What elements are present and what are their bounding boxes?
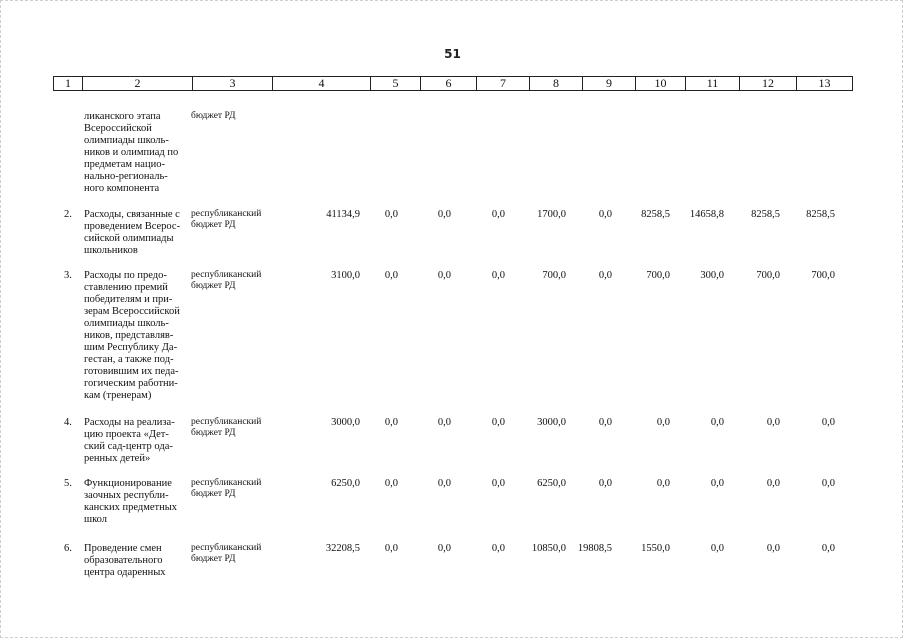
value-cell-col-11: 0,0 — [710, 543, 724, 554]
value-cell-col-7: 0,0 — [491, 543, 505, 554]
value-cell-col-5: 0,0 — [384, 543, 398, 554]
value-cell-col-6: 0,0 — [437, 417, 451, 428]
funding-source-line: бюджет РД — [191, 489, 236, 499]
activity-name-line: гестан, а также под- — [84, 354, 174, 365]
row-number: 3. — [64, 270, 72, 281]
row-funding-source — [191, 209, 271, 231]
activity-name-line: предметам нацио- — [84, 159, 165, 170]
column-header-table — [53, 76, 853, 91]
activity-name-line: Расходы, связанные с — [84, 209, 180, 220]
value-cell-col-9: 0,0 — [598, 270, 612, 281]
activity-name-line: цию проекта «Дет- — [84, 429, 169, 440]
activity-name-line: Всероссийской — [84, 123, 152, 134]
value-cell-col-8: 3000,0 — [537, 417, 566, 428]
activity-name-line: Функционирование — [84, 478, 172, 489]
activity-name-line: Расходы по предо- — [84, 270, 167, 281]
column-header-13: 13 — [797, 77, 853, 91]
row-activity-name — [84, 111, 188, 195]
value-cell-col-9: 0,0 — [598, 478, 612, 489]
page-number: 51 — [444, 47, 461, 61]
row-funding-source — [191, 478, 271, 500]
column-header-5: 5 — [371, 77, 421, 91]
row-activity-name — [84, 417, 188, 465]
activity-name-line: школьников — [84, 245, 138, 256]
value-cell-col-8: 1700,0 — [537, 209, 566, 220]
column-header-4: 4 — [273, 77, 371, 91]
column-header-7: 7 — [477, 77, 530, 91]
column-header-10: 10 — [636, 77, 686, 91]
activity-name-line: образовательного — [84, 555, 163, 566]
value-cell-col-6: 0,0 — [437, 543, 451, 554]
row-funding-source — [191, 270, 271, 292]
value-cell-col-4: 32208,5 — [325, 543, 360, 554]
value-cell-col-11: 14658,8 — [689, 209, 724, 220]
activity-name-line: Проведение смен — [84, 543, 162, 554]
row-activity-name — [84, 543, 188, 579]
value-cell-col-10: 0,0 — [656, 417, 670, 428]
row-funding-source — [191, 543, 271, 565]
funding-source-line: республиканский — [191, 543, 262, 553]
row-number: 2. — [64, 209, 72, 220]
funding-source-line: республиканский — [191, 417, 262, 427]
column-header-8: 8 — [530, 77, 583, 91]
value-cell-col-11: 300,0 — [700, 270, 724, 281]
value-cell-col-8: 6250,0 — [537, 478, 566, 489]
value-cell-col-4: 3100,0 — [331, 270, 360, 281]
activity-name-line: ного компонента — [84, 183, 160, 194]
activity-name-line: олимпиады школь- — [84, 318, 169, 329]
funding-source-line: республиканский — [191, 478, 262, 488]
row-number: 4. — [64, 417, 72, 428]
activity-name-line: проведением Всерос- — [84, 221, 181, 232]
value-cell-col-12: 0,0 — [766, 478, 780, 489]
activity-name-line: школ — [84, 514, 108, 525]
activity-name-line: центра одаренных — [84, 567, 166, 578]
funding-source-line: бюджет РД — [191, 281, 236, 291]
activity-name-line: олимпиады школь- — [84, 135, 169, 146]
value-cell-col-4: 41134,9 — [326, 209, 360, 220]
activity-name-line: заочных республи- — [84, 490, 169, 501]
activity-name-line: канских предметных — [84, 502, 178, 513]
activity-name-line: ников, представляв- — [84, 330, 174, 341]
value-cell-col-13: 700,0 — [811, 270, 835, 281]
column-header-3: 3 — [193, 77, 273, 91]
value-cell-col-8: 700,0 — [542, 270, 566, 281]
funding-source-line: республиканский — [191, 209, 262, 219]
value-cell-col-13: 8258,5 — [806, 209, 835, 220]
value-cell-col-11: 0,0 — [710, 478, 724, 489]
value-cell-col-13: 0,0 — [821, 478, 835, 489]
activity-name-line: сийской олимпиады — [84, 233, 174, 244]
column-header-11: 11 — [686, 77, 740, 91]
value-cell-col-4: 6250,0 — [331, 478, 360, 489]
value-cell-col-7: 0,0 — [491, 478, 505, 489]
activity-name-line: ренных детей» — [84, 453, 151, 464]
row-activity-name — [84, 478, 188, 526]
activity-name-line: ликанского этапа — [84, 111, 161, 122]
value-cell-col-10: 1550,0 — [641, 543, 670, 554]
activity-name-line: ставлению премий — [84, 282, 168, 293]
funding-source-line: бюджет РД — [191, 111, 236, 121]
value-cell-col-12: 8258,5 — [751, 209, 780, 220]
value-cell-col-5: 0,0 — [384, 478, 398, 489]
value-cell-col-6: 0,0 — [437, 270, 451, 281]
value-cell-col-9: 0,0 — [598, 417, 612, 428]
column-header-2: 2 — [83, 77, 193, 91]
row-activity-name — [84, 270, 188, 402]
value-cell-col-10: 700,0 — [646, 270, 670, 281]
value-cell-col-7: 0,0 — [491, 270, 505, 281]
value-cell-col-7: 0,0 — [491, 209, 505, 220]
row-funding-source — [191, 417, 271, 439]
row-funding-source — [191, 111, 271, 122]
funding-source-line: бюджет РД — [191, 220, 236, 230]
activity-name-line: гогическим работни- — [84, 378, 178, 389]
value-cell-col-12: 700,0 — [756, 270, 780, 281]
value-cell-col-12: 0,0 — [766, 417, 780, 428]
column-header-6: 6 — [421, 77, 477, 91]
value-cell-col-6: 0,0 — [437, 209, 451, 220]
activity-name-line: готовившим их педа- — [84, 366, 179, 377]
row-number: 5. — [64, 478, 72, 489]
value-cell-col-13: 0,0 — [821, 543, 835, 554]
value-cell-col-13: 0,0 — [821, 417, 835, 428]
funding-source-line: бюджет РД — [191, 554, 236, 564]
column-header-9: 9 — [583, 77, 636, 91]
value-cell-col-5: 0,0 — [384, 417, 398, 428]
funding-source-line: республиканский — [191, 270, 262, 280]
value-cell-col-4: 3000,0 — [331, 417, 360, 428]
activity-name-line: Расходы на реализа- — [84, 417, 175, 428]
value-cell-col-7: 0,0 — [491, 417, 505, 428]
activity-name-line: зерам Всероссийской — [84, 306, 180, 317]
value-cell-col-11: 0,0 — [710, 417, 724, 428]
column-header-12: 12 — [740, 77, 797, 91]
activity-name-line: победителям и при- — [84, 294, 173, 305]
header-row — [54, 77, 853, 91]
activity-name-line: нально-региональ- — [84, 171, 168, 182]
value-cell-col-9: 0,0 — [598, 209, 612, 220]
value-cell-col-5: 0,0 — [384, 270, 398, 281]
value-cell-col-5: 0,0 — [384, 209, 398, 220]
activity-name-line: ников и олимпиад по — [84, 147, 179, 158]
value-cell-col-8: 10850,0 — [531, 543, 566, 554]
column-header-1: 1 — [54, 77, 83, 91]
value-cell-col-12: 0,0 — [766, 543, 780, 554]
row-activity-name — [84, 209, 188, 257]
value-cell-col-6: 0,0 — [437, 478, 451, 489]
value-cell-col-10: 0,0 — [656, 478, 670, 489]
value-cell-col-9: 19808,5 — [577, 543, 612, 554]
activity-name-line: кам (тренерам) — [84, 390, 152, 401]
activity-name-line: шим Республику Да- — [84, 342, 178, 353]
activity-name-line: ский сад-центр ода- — [84, 441, 173, 452]
value-cell-col-10: 8258,5 — [641, 209, 670, 220]
row-number: 6. — [64, 543, 72, 554]
funding-source-line: бюджет РД — [191, 428, 236, 438]
